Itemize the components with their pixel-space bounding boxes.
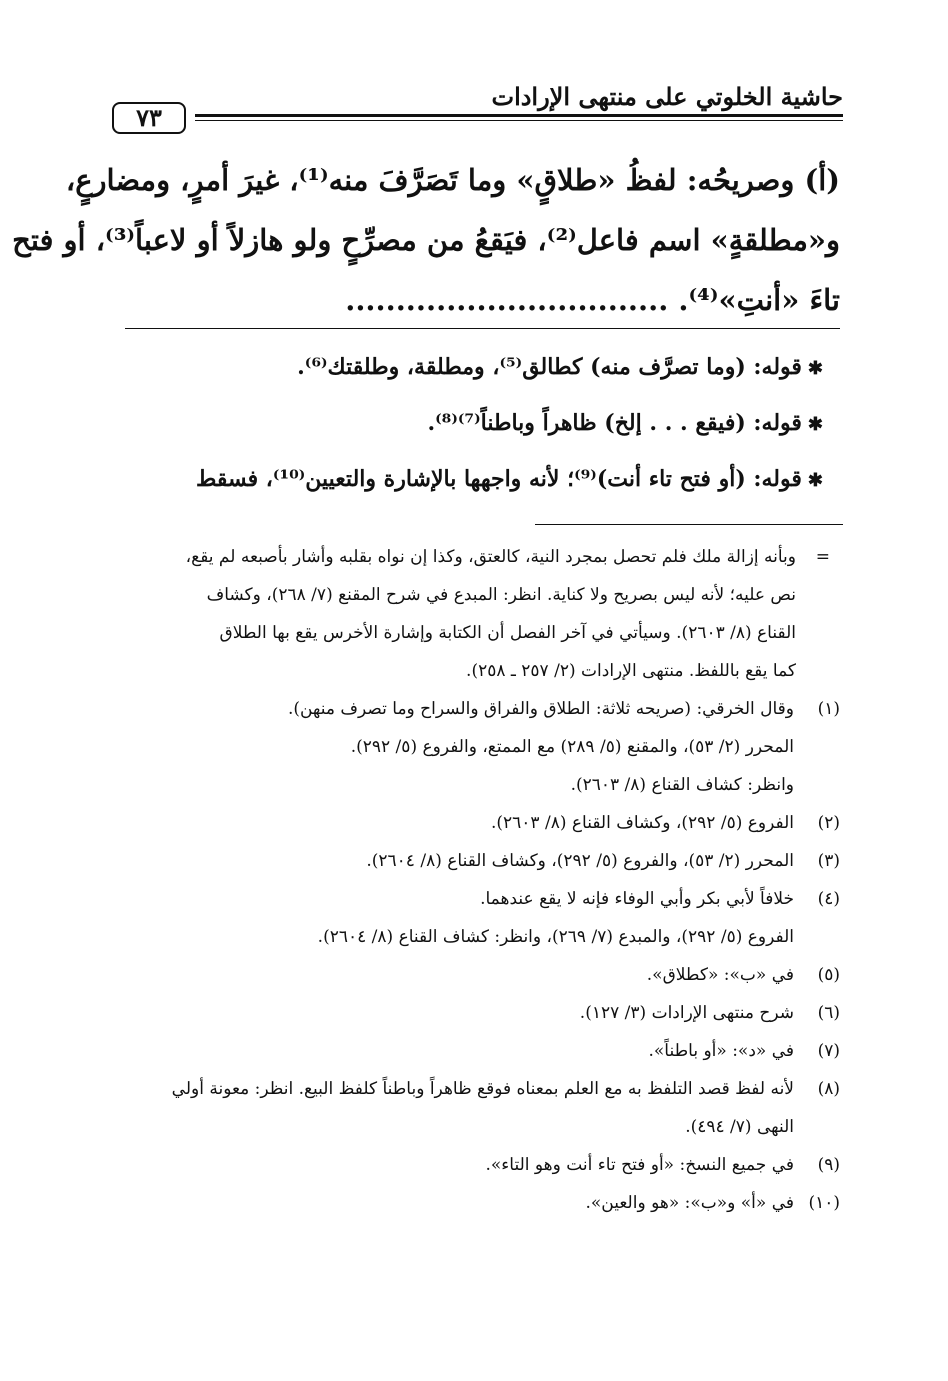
main-text-line: و«مطلقةٍ» اسم فاعل⁽²⁾، فيَقعُ من مصرِّحٍ ولو هازلاً أو لاعباً⁽³⁾، أو فتح	[12, 223, 840, 257]
main-text-line	[125, 270, 840, 330]
main-text-line-end: تاءَ «أنتِ»⁽⁴⁾.	[678, 283, 840, 317]
footnote-line: كما يقع باللفظ. منتهى الإرادات (٢/ ٢٥٧ ـ ٢٥٨).	[466, 661, 796, 681]
footnote-10	[125, 1184, 840, 1222]
footnote-line: وانظر: كشاف القناع (٨/ ٢٦٠٣).	[570, 775, 794, 795]
commentary-text: قوله: (فيقع . . . إلخ) ظاهراً وباطناً⁽⁷⁾⁽⁸⁾.	[427, 410, 802, 436]
footnote-4	[125, 880, 840, 956]
footnote-number: (٣)	[817, 851, 840, 871]
footnote-line: لأنه لفظ قصد التلفظ به مع العلم بمعناه فوقع ظاهراً وباطناً كلفظ البيع. انظر: معونة أولي	[171, 1079, 794, 1099]
footnote-line: في جميع النسخ: «أو فتح تاء أنت وهو التاء».	[485, 1155, 794, 1175]
footnote-line: نص عليه؛ لأنه ليس بصريح ولا كناية. انظر: المبدع في شرح المقنع (٧/ ٢٦٨)، وكشاف	[206, 585, 796, 605]
footnote-separator	[535, 524, 843, 525]
commentary-text: قوله: (أو فتح تاء أنت)⁽⁹⁾؛ لأنه واجهها بالإشارة والتعيين⁽¹⁰⁾، فسقط	[195, 466, 802, 492]
header-rule	[195, 114, 843, 117]
main-text-line: (أ) وصريحُه: لفظُ «طلاقٍ» وما تَصَرَّفَ منه⁽¹⁾، غيرَ أمرٍ، ومضارعٍ،	[65, 163, 840, 197]
footnote-number: (٢)	[817, 813, 840, 833]
continuation-mark: =	[815, 547, 830, 567]
dotted-leader: ................................	[345, 283, 669, 317]
footnote-1	[125, 690, 840, 804]
asterisk-icon: ✱	[807, 470, 823, 491]
footnote-line: النهى (٧/ ٤٩٤).	[685, 1117, 794, 1137]
footnote-line: وبأنه إزالة ملك فلم تحصل بمجرد النية، كالعتق، وكذا إن نواه بقلبه وأشار بأصبعه لم يقع،	[185, 547, 796, 567]
footnote-number: (٦)	[817, 1003, 840, 1023]
main-text	[12, 150, 840, 330]
footnote-number: (٨)	[817, 1079, 840, 1099]
footnote-line: في «أ» و«ب»: «هو والعين».	[585, 1193, 794, 1213]
page-number-box: ٧٣	[112, 102, 186, 134]
footnote-number: (١)	[817, 699, 840, 719]
running-header-title: حاشية الخلوتي على منتهى الإرادات	[491, 82, 843, 111]
footnote-line: خلافاً لأبي بكر وأبي الوفاء فإنه لا يقع عندهما.	[480, 889, 794, 909]
footnote-line: شرح منتهى الإرادات (٣/ ١٢٧).	[579, 1003, 794, 1023]
footnote-8	[125, 1070, 840, 1146]
footnote-number: (٤)	[817, 889, 840, 909]
footnotes	[125, 538, 840, 1222]
header-rule-thin	[195, 120, 843, 121]
footnote-line: الفروع (٥/ ٢٩٢)، وكشاف القناع (٨/ ٢٦٠٣).	[490, 813, 794, 833]
footnote-3	[125, 842, 840, 880]
footnote-line: المحرر (٢/ ٥٣)، والمقنع (٥/ ٢٨٩) مع الممتع، والفروع (٥/ ٢٩٢).	[350, 737, 794, 757]
footnote-number: (٧)	[817, 1041, 840, 1061]
footnote-continuation	[125, 538, 840, 690]
footnote-line: القناع (٨/ ٢٦٠٣). وسيأتي في آخر الفصل أن الكتابة وإشارة الأخرس يقع بها الطلاق	[219, 623, 796, 643]
footnote-number: (٩)	[817, 1155, 840, 1175]
commentary-line	[125, 452, 823, 508]
footnote-line: الفروع (٥/ ٢٩٢)، والمبدع (٧/ ٢٦٩)، وانظر: كشاف القناع (٨/ ٢٦٠٤).	[317, 927, 794, 947]
footnote-line: المحرر (٢/ ٥٣)، والفروع (٥/ ٢٩٢)، وكشاف القناع (٨/ ٢٦٠٤).	[366, 851, 794, 871]
footnote-number: (٥)	[817, 965, 840, 985]
commentary-line	[125, 396, 823, 452]
asterisk-icon: ✱	[807, 414, 823, 435]
commentary-block	[125, 340, 823, 508]
footnote-line: في «ب»: «كطلاق».	[646, 965, 794, 985]
footnote-number: (١٠)	[808, 1193, 840, 1213]
footnote-2	[125, 804, 840, 842]
commentary-line	[125, 340, 823, 396]
asterisk-icon: ✱	[807, 358, 823, 379]
footnote-line: في «د»: «أو باطناً».	[648, 1041, 794, 1061]
footnote-line: وقال الخرقي: (صريحه ثلاثة: الطلاق والفراق والسراح وما تصرف منهن).	[287, 699, 794, 719]
footnote-9	[125, 1146, 840, 1184]
commentary-text: قوله: (وما تصرَّف منه) كطالق⁽⁵⁾، ومطلقة، وطلقتك⁽⁶⁾.	[297, 354, 802, 380]
footnote-7	[125, 1032, 840, 1070]
main-text-separator	[125, 328, 840, 329]
footnote-6	[125, 994, 840, 1032]
footnote-5	[125, 956, 840, 994]
